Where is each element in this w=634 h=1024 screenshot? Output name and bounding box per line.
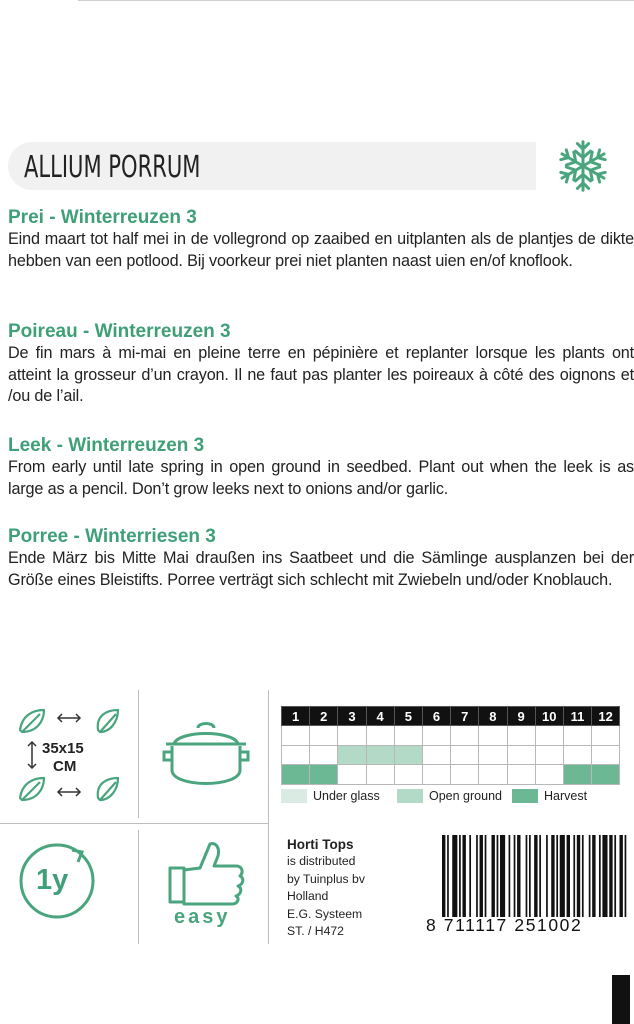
section-title: Poireau - Winterreuzen 3 <box>8 321 231 342</box>
barcode-bar <box>625 835 627 917</box>
calendar-cell <box>592 765 620 785</box>
legend-swatch <box>397 789 423 803</box>
section-text: Eind maart tot half mei in de vollegrond op zaaibed en uitplanten als de plantjes de dikte hebben van een potlood. Bij voorkeur prei niet planten naast uien en/of knoflook. <box>8 230 634 270</box>
latin-name: ALLIUM PORRUM <box>24 150 201 185</box>
calendar-cell <box>535 745 563 765</box>
barcode-bar <box>577 835 580 917</box>
calendar-cell <box>338 745 366 765</box>
spacing-unit: CM <box>53 758 77 775</box>
distributor-line: by Tuinplus bv <box>287 871 365 886</box>
month-header: 11 <box>563 707 591 726</box>
calendar-cell <box>366 726 394 746</box>
section-dutch <box>8 207 634 272</box>
calendar-cell <box>282 726 310 746</box>
month-header: 6 <box>422 707 450 726</box>
barcode-bar <box>442 835 445 917</box>
calendar-cell <box>366 765 394 785</box>
month-header: 3 <box>338 707 366 726</box>
distributor-line: Holland <box>287 889 329 904</box>
barcode-bar <box>476 835 478 917</box>
legend-open-ground <box>397 789 502 803</box>
barcode-bar <box>480 835 483 917</box>
month-header: 10 <box>535 707 563 726</box>
legend-swatch <box>281 789 307 803</box>
calendar-cell <box>507 745 535 765</box>
section-title: Leek - Winterreuzen 3 <box>8 435 205 456</box>
calendar-cell <box>338 726 366 746</box>
section-german <box>8 526 634 591</box>
month-header: 12 <box>592 707 620 726</box>
calendar-cell <box>451 726 479 746</box>
barcode-bar <box>491 835 494 917</box>
calendar-cell <box>422 765 450 785</box>
calendar-row-harvest <box>282 765 620 785</box>
distributor-line: ST. / H472 <box>287 924 344 939</box>
barcode-bar <box>619 835 622 917</box>
calendar-cell <box>310 765 338 785</box>
barcode-bar <box>546 835 548 917</box>
calendar-cell <box>535 765 563 785</box>
barcode-bar <box>447 835 449 917</box>
calendar-cell <box>310 745 338 765</box>
month-header: 8 <box>479 707 507 726</box>
month-header: 9 <box>507 707 535 726</box>
icon-grid-divider <box>138 830 139 944</box>
section-french <box>8 321 634 408</box>
brand-name: Horti Tops <box>287 837 354 852</box>
barcode-bar <box>567 835 570 917</box>
month-header: 4 <box>366 707 394 726</box>
month-header: 1 <box>282 707 310 726</box>
calendar-cell <box>592 745 620 765</box>
barcode-bar <box>599 835 601 917</box>
calendar-cell <box>592 726 620 746</box>
barcode-bar <box>573 835 575 917</box>
barcode-bar <box>614 835 616 917</box>
distributor-info <box>287 836 365 940</box>
barcode-bar <box>529 835 531 917</box>
legend-label: Open ground <box>429 789 502 803</box>
barcode-bar <box>526 835 528 917</box>
month-header: 5 <box>394 707 422 726</box>
calendar-cell <box>422 745 450 765</box>
calendar-row-under-glass <box>282 726 620 746</box>
calendar-cell <box>563 765 591 785</box>
section-title: Porree - Winterriesen 3 <box>8 526 216 547</box>
barcode-bar <box>539 835 541 917</box>
barcode-bar <box>592 835 595 917</box>
calendar-cell <box>422 726 450 746</box>
section-english <box>8 435 634 500</box>
thumbs-up-icon <box>166 838 246 908</box>
barcode-bar <box>514 835 516 917</box>
top-divider <box>78 0 634 1</box>
edge-marker <box>612 975 630 1024</box>
calendar-cell <box>394 765 422 785</box>
legend-swatch <box>512 789 538 803</box>
barcode-bar <box>609 835 612 917</box>
icon-grid-divider <box>268 690 269 944</box>
month-header: 7 <box>451 707 479 726</box>
barcode-number: 8 711117 251002 <box>426 915 583 935</box>
distributor-line: E.G. Systeem <box>287 906 363 921</box>
snowflake-icon <box>555 137 611 195</box>
barcode-bar <box>485 835 487 917</box>
calendar-cell <box>282 765 310 785</box>
calendar-cell <box>479 726 507 746</box>
icon-grid-divider <box>138 690 139 818</box>
calendar-cell <box>563 726 591 746</box>
cycle-label: 1y <box>36 864 69 896</box>
legend-harvest <box>512 789 587 803</box>
barcode-bar <box>459 835 461 917</box>
barcode-bar <box>582 835 584 917</box>
barcode-bar <box>462 835 465 917</box>
calendar-cell <box>451 745 479 765</box>
legend-label: Harvest <box>544 789 588 803</box>
calendar-cell <box>366 745 394 765</box>
section-text: From early until late spring in open ground in seedbed. Plant out when the leek is as large as a pencil. Don’t grow leeks next to onions and/or garlic. <box>8 458 634 498</box>
calendar-cell <box>535 726 563 746</box>
barcode-bar <box>497 835 499 917</box>
barcode-bar <box>560 835 565 917</box>
barcode-bar <box>469 835 471 917</box>
barcode-bar <box>517 835 520 917</box>
barcode-bar <box>509 835 511 917</box>
sowing-calendar <box>281 706 620 785</box>
calendar-cell <box>451 765 479 785</box>
calendar-cell <box>507 765 535 785</box>
legend-under-glass <box>281 789 380 803</box>
cooking-pot-icon <box>160 718 252 798</box>
barcode <box>442 835 628 917</box>
barcode-bar <box>589 835 591 917</box>
calendar-cell <box>282 745 310 765</box>
difficulty-label: easy <box>174 906 231 928</box>
spacing-dimension: 35x15 <box>42 740 84 757</box>
calendar-cell <box>479 765 507 785</box>
calendar-cell <box>479 745 507 765</box>
section-title: Prei - Winterreuzen 3 <box>8 207 197 228</box>
calendar-cell <box>563 745 591 765</box>
barcode-bar <box>534 835 537 917</box>
section-text: De fin mars à mi-mai en pleine terre en pépinière et replanter lorsque les plants ont atteint la grosseur d’un crayon. Il ne faut pas planter les poireaux à côté des oignons et /ou de l’ail. <box>8 344 634 405</box>
barcode-bar <box>551 835 554 917</box>
calendar-cell <box>394 726 422 746</box>
barcode-bar <box>602 835 607 917</box>
calendar-cell <box>338 765 366 785</box>
barcode-bar <box>452 835 457 917</box>
barcode-bar <box>556 835 558 917</box>
calendar-cell <box>310 726 338 746</box>
calendar-cell <box>394 745 422 765</box>
distributor-line: is distributed <box>287 854 356 869</box>
calendar-month-row <box>282 707 620 726</box>
legend-label: Under glass <box>313 789 380 803</box>
icon-grid-divider <box>0 823 268 824</box>
barcode-bar <box>500 835 505 917</box>
calendar-cell <box>507 726 535 746</box>
month-header: 2 <box>310 707 338 726</box>
calendar-row-open-ground <box>282 745 620 765</box>
section-text: Ende März bis Mitte Mai draußen ins Saatbeet und die Sämlinge ausplanzen bei der Größe eines Bleistifts. Porree verträgt sich schlecht mit Zwiebeln und/oder Knoblauch. <box>8 549 634 589</box>
